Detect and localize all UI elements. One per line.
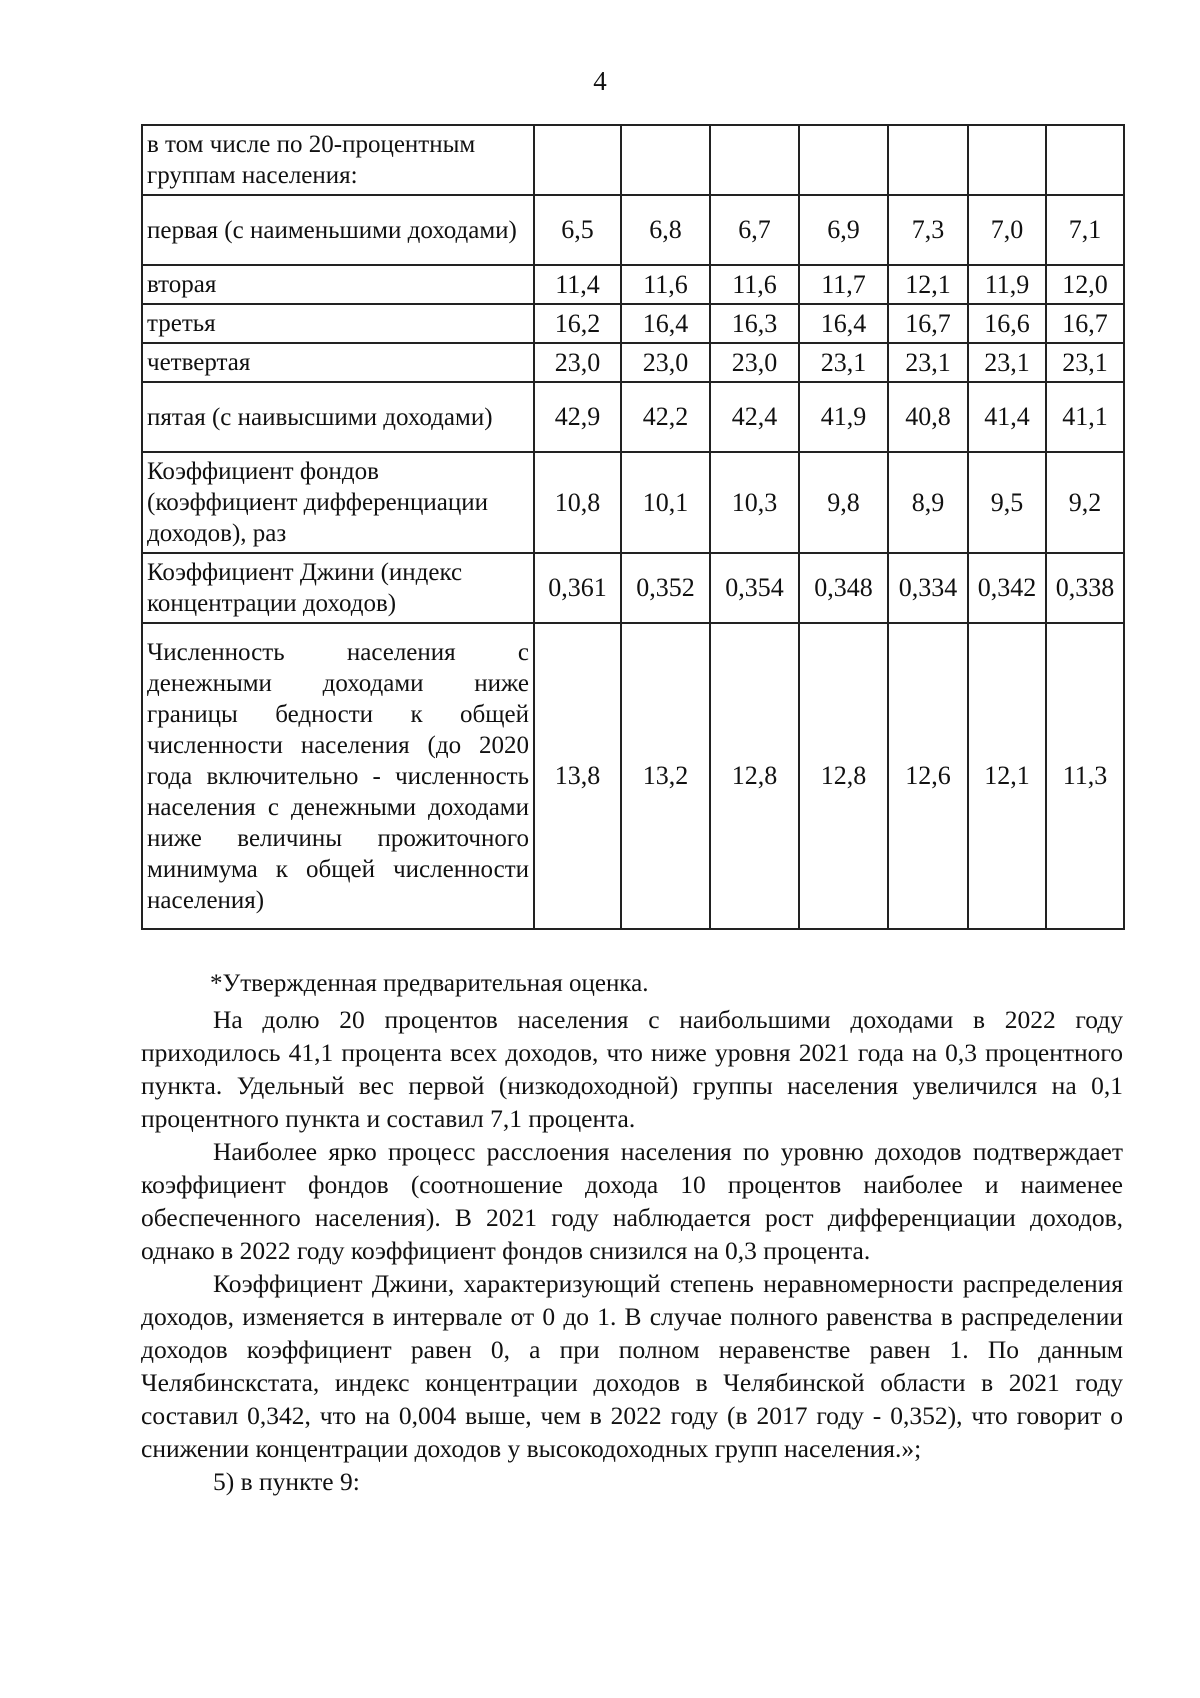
table-cell: 11,6 (710, 265, 799, 304)
body-text (141, 1003, 1123, 1498)
table-cell: 0,338 (1046, 553, 1124, 623)
paragraph: На долю 20 процентов населения с наибольшими доходами в 2022 году приходилось 41,1 процента всех доходов, что ниже уровня 2021 года на 0,3 процентного пункта. Удельный вес первой (низкодоходной) группы населения увеличился на 0,1 процентного пункта и составил 7,1 процента. (141, 1005, 1123, 1133)
table-cell: 11,7 (799, 265, 888, 304)
table-cell: 9,5 (968, 452, 1046, 553)
table-cell: 12,1 (888, 265, 968, 304)
paragraph: Коэффициент Джини, характеризующий степень неравномерности распределения доходов, изменяется в интервале от 0 до 1. В случае полного равенства в распределении доходов коэффициент равен 0, а при полном неравенстве равен 1. По данным Челябинскстата, индекс концентрации доходов в Челябинской области в 2021 году составил 0,342, что на 0,004 выше, чем в 2022 году (в 2017 году - 0,352), что говорит о снижении концентрации доходов у высокодоходных групп населения.»; (141, 1269, 1123, 1463)
table-cell: 11,3 (1046, 623, 1124, 929)
table-cell: 23,1 (799, 343, 888, 382)
table-cell (888, 125, 968, 195)
table-cell: 16,2 (534, 304, 621, 343)
table-cell: 9,8 (799, 452, 888, 553)
table-cell: 0,354 (710, 553, 799, 623)
table-cell: 12,0 (1046, 265, 1124, 304)
income-distribution-table (141, 124, 1125, 930)
table-cell: 10,3 (710, 452, 799, 553)
table-cell: 7,0 (968, 195, 1046, 265)
table-cell (799, 125, 888, 195)
table-cell: 10,8 (534, 452, 621, 553)
table-cell: 6,7 (710, 195, 799, 265)
table-cell: 41,9 (799, 382, 888, 452)
table-cell (534, 125, 621, 195)
table-cell: 12,1 (968, 623, 1046, 929)
table-cell: 23,1 (968, 343, 1046, 382)
table-row (142, 382, 1124, 452)
footnote: *Утвержденная предварительная оценка. (210, 970, 649, 997)
table-row (142, 195, 1124, 265)
table-cell: 11,4 (534, 265, 621, 304)
table-cell: 6,5 (534, 195, 621, 265)
table-cell: 23,0 (621, 343, 710, 382)
row-label: четвертая (142, 343, 534, 382)
table-cell: 8,9 (888, 452, 968, 553)
row-label: Численность населения с денежными доходами ниже границы бедности к общей численности населения (до 2020 года включительно - численность населения с денежными доходами ниже величины прожиточного минимума к общей численности населения) (142, 623, 534, 929)
paragraph: Наиболее ярко процесс расслоения населения по уровню доходов подтверждает коэффициент фондов (соотношение дохода 10 процентов наиболее и наименее обеспеченного населения). В 2021 году наблюдается рост дифференциации доходов, однако в 2022 году коэффициент фондов снизился на 0,3 процента. (141, 1137, 1123, 1265)
table-cell: 0,342 (968, 553, 1046, 623)
table-cell: 42,9 (534, 382, 621, 452)
table-row (142, 343, 1124, 382)
table-cell: 16,4 (799, 304, 888, 343)
table-row (142, 265, 1124, 304)
table-row (142, 125, 1124, 195)
table-cell: 10,1 (621, 452, 710, 553)
table-cell: 12,8 (710, 623, 799, 929)
table-cell: 13,2 (621, 623, 710, 929)
table-cell: 6,8 (621, 195, 710, 265)
row-label: Коэффициент Джини (индекс концентрации доходов) (142, 553, 534, 623)
table-cell: 16,4 (621, 304, 710, 343)
table-cell: 42,2 (621, 382, 710, 452)
table-row (142, 304, 1124, 343)
row-label: первая (с наименьшими доходами) (142, 195, 534, 265)
table-cell: 16,7 (888, 304, 968, 343)
table-cell: 23,0 (710, 343, 799, 382)
row-label: третья (142, 304, 534, 343)
table-cell: 0,348 (799, 553, 888, 623)
table-cell: 23,1 (888, 343, 968, 382)
table-cell: 12,8 (799, 623, 888, 929)
table-cell: 41,1 (1046, 382, 1124, 452)
table-cell (621, 125, 710, 195)
table-cell: 42,4 (710, 382, 799, 452)
table-cell: 9,2 (1046, 452, 1124, 553)
table-cell: 11,9 (968, 265, 1046, 304)
row-label: Коэффициент фондов (коэффициент дифференциации доходов), раз (142, 452, 534, 553)
table-row (142, 623, 1124, 929)
table-row (142, 553, 1124, 623)
table-cell: 23,1 (1046, 343, 1124, 382)
page-number: 4 (593, 66, 607, 96)
table-cell: 0,352 (621, 553, 710, 623)
table-body (142, 125, 1124, 929)
table-cell: 41,4 (968, 382, 1046, 452)
table-cell: 7,1 (1046, 195, 1124, 265)
table-cell (1046, 125, 1124, 195)
table-cell: 16,7 (1046, 304, 1124, 343)
table-row (142, 452, 1124, 553)
table-cell: 0,361 (534, 553, 621, 623)
row-label: пятая (с наивысшими доходами) (142, 382, 534, 452)
table-cell: 13,8 (534, 623, 621, 929)
table-cell (710, 125, 799, 195)
table-cell (968, 125, 1046, 195)
paragraph: 5) в пункте 9: (213, 1467, 360, 1496)
table-cell: 23,0 (534, 343, 621, 382)
table-cell: 7,3 (888, 195, 968, 265)
table-cell: 16,3 (710, 304, 799, 343)
table-cell: 16,6 (968, 304, 1046, 343)
table-cell: 0,334 (888, 553, 968, 623)
table-cell: 11,6 (621, 265, 710, 304)
table-cell: 12,6 (888, 623, 968, 929)
row-label: в том числе по 20-процентным группам населения: (142, 125, 534, 195)
row-label: вторая (142, 265, 534, 304)
table-cell: 6,9 (799, 195, 888, 265)
table-cell: 40,8 (888, 382, 968, 452)
